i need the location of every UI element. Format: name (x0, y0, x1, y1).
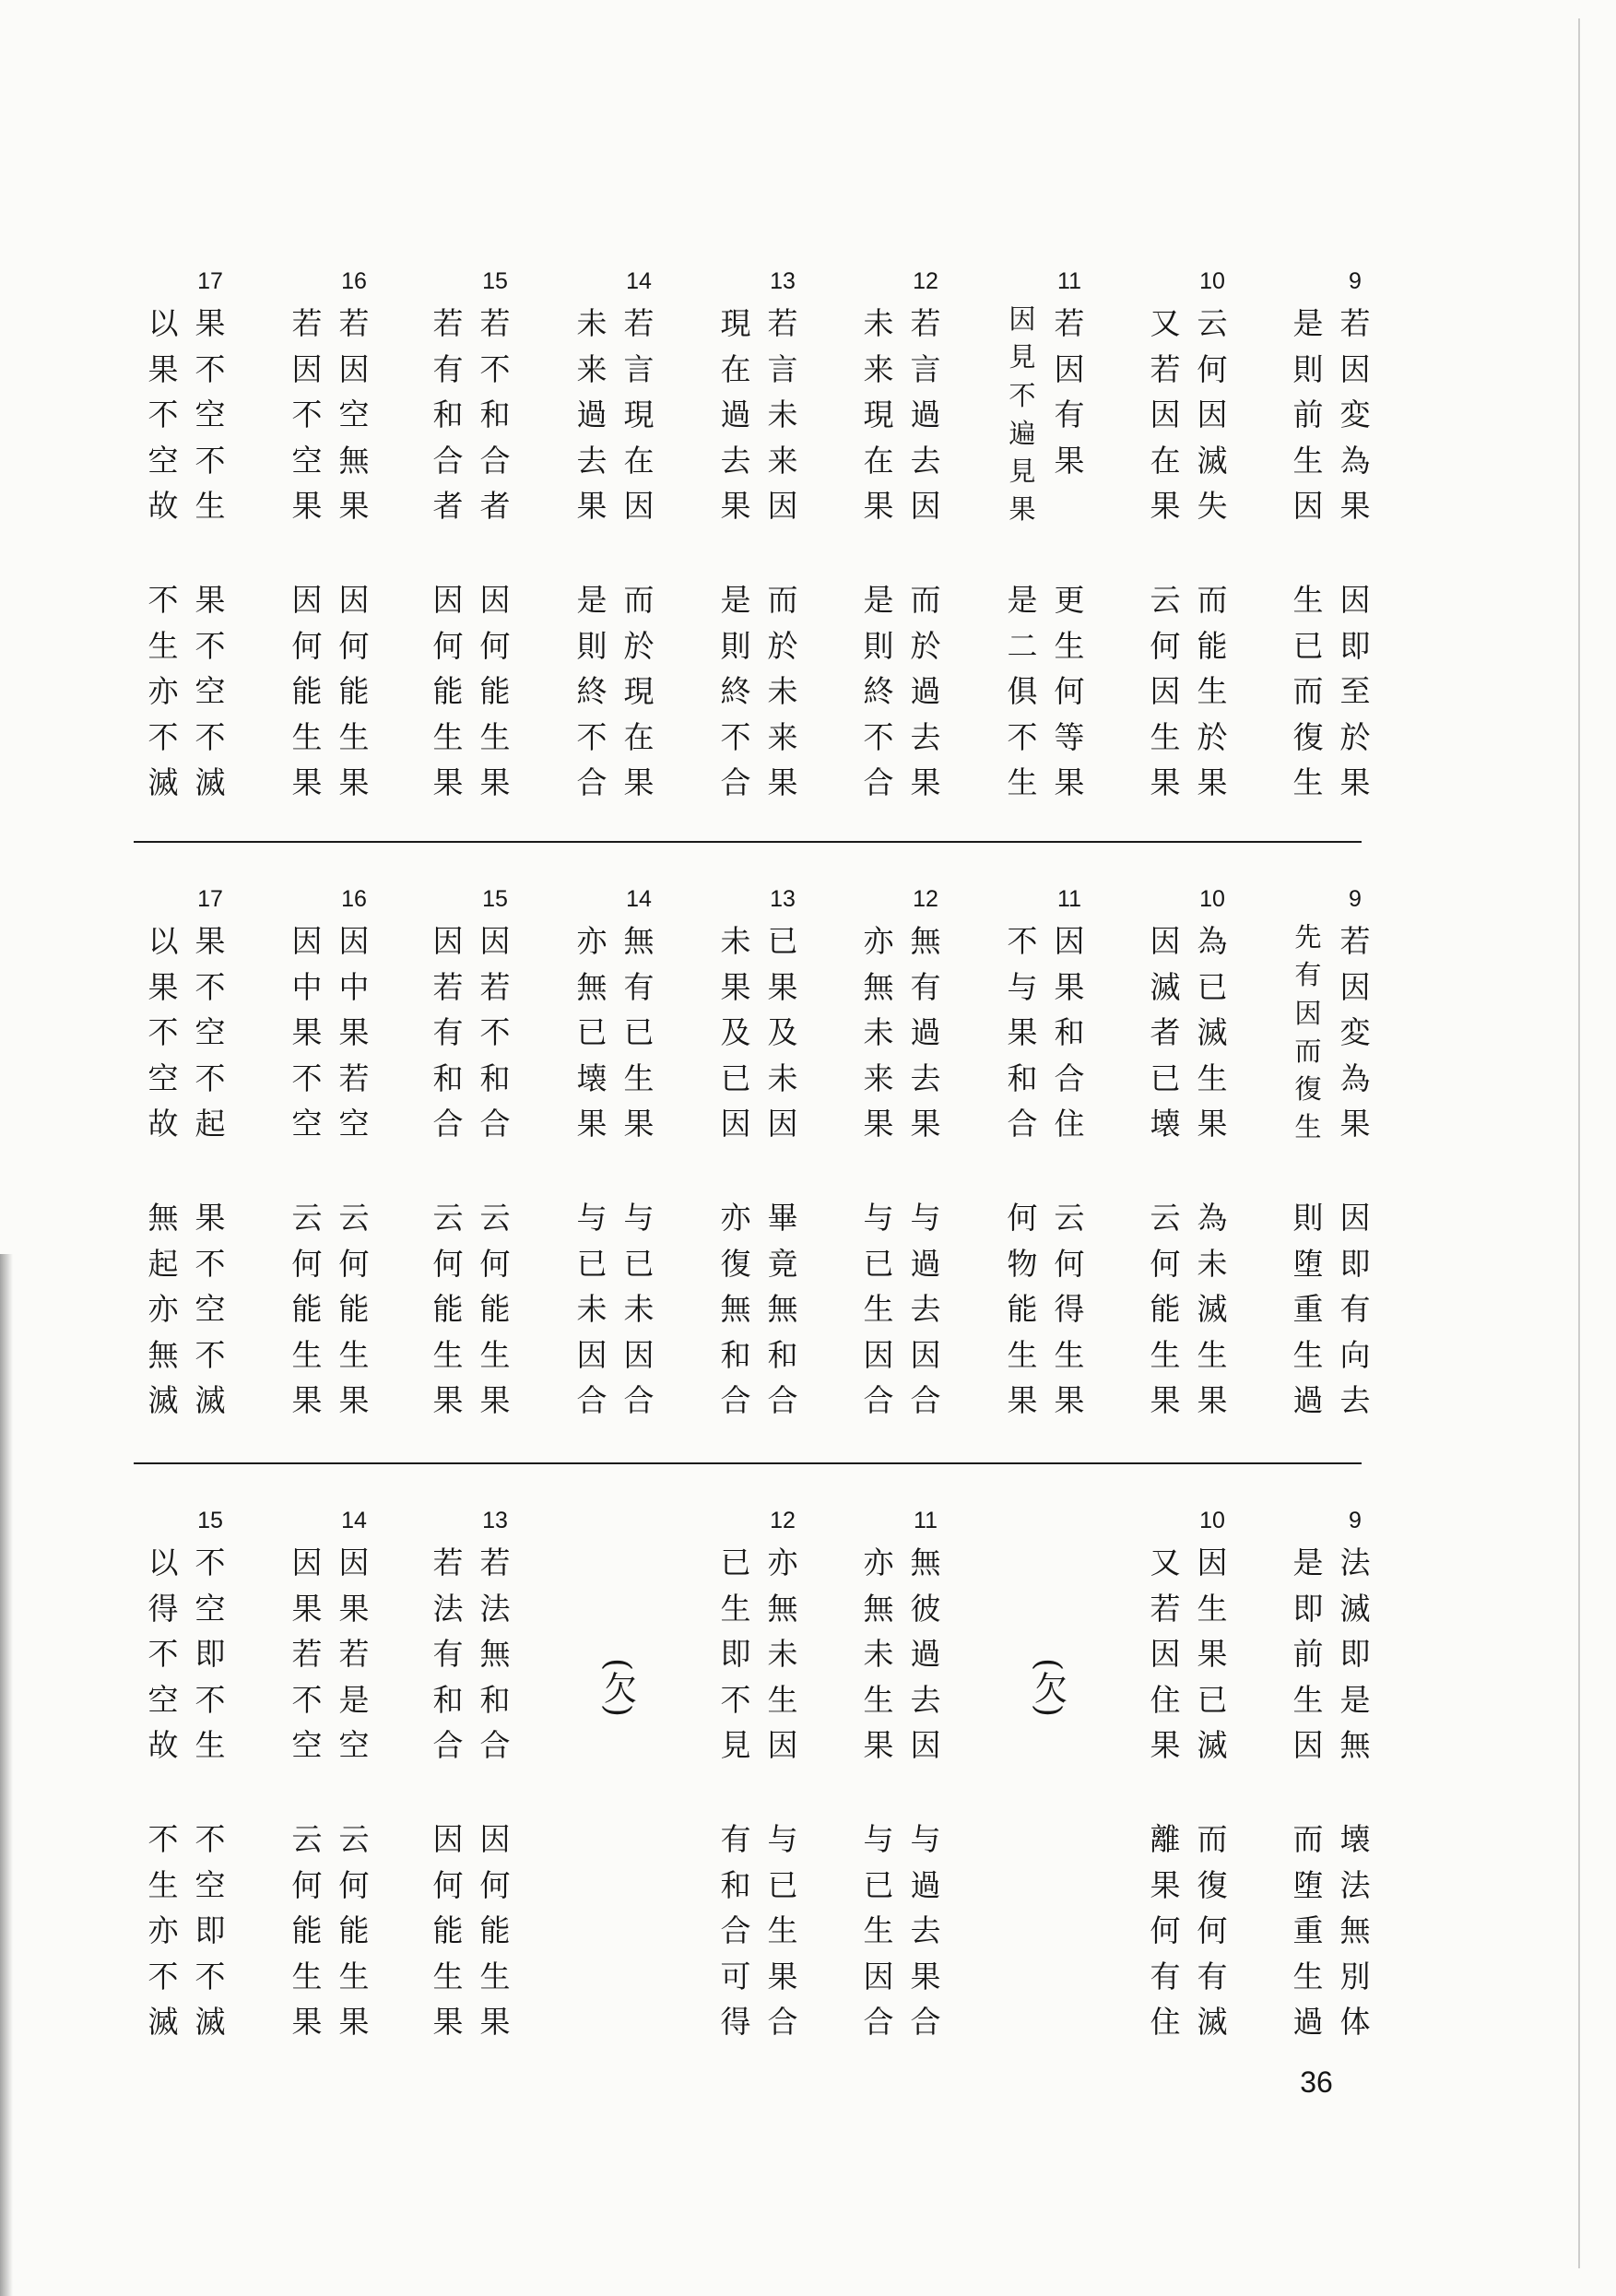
verse-line-lower: 而於未来果 (767, 582, 798, 800)
verse-line-lower: 不生亦不滅 (147, 582, 179, 800)
verse-line-lower: 不生亦不滅 (147, 1821, 179, 2040)
verse-number: 11 (1057, 268, 1081, 294)
verse-number: 15 (482, 268, 508, 294)
verse-line-upper: 因若不和合 (479, 923, 511, 1142)
verse-number: 14 (626, 268, 652, 294)
verse-line-upper: 為已滅生果 (1197, 923, 1228, 1142)
verse-line-upper: 因中果不空 (291, 923, 323, 1142)
verse-line-upper: 是則前生因 (1292, 305, 1324, 524)
verse-line-lower: 是則終不合 (720, 582, 751, 800)
verse-line-upper: 先有因而復生 (1294, 921, 1322, 1143)
verse-line-upper: 以果不空故 (147, 305, 179, 524)
verse-line-upper: 亦無未来果 (863, 923, 894, 1142)
verse-line-lower: 而於現在果 (623, 582, 655, 800)
verse-number: 12 (913, 886, 938, 912)
verse-number: 13 (482, 1508, 508, 1533)
verse-line-upper: 若言過去因 (910, 305, 941, 524)
section-divider (134, 1462, 1362, 1464)
verse-line-lower: 為未滅生果 (1197, 1200, 1228, 1418)
verse-line-upper: 亦無未生因 (767, 1544, 798, 1763)
verse-line-upper: 若因不空果 (291, 305, 323, 524)
verse-line-upper: 因果若是空 (338, 1544, 370, 1763)
verse-line-lower: 云何能生果 (338, 1821, 370, 2040)
verse-line-upper: 無彼過去因 (910, 1544, 941, 1763)
verse-line-lower: 無起亦無滅 (147, 1200, 179, 1418)
verse-line-lower: 云何能生果 (479, 1200, 511, 1418)
verse-line-lower: 因何能生果 (479, 1821, 511, 2040)
verse-line-upper: 以果不空故 (147, 923, 179, 1142)
verse-line-upper: 因見不遍見果 (1009, 303, 1036, 526)
verse-line-upper: 若言現在因 (623, 305, 655, 524)
verse-line-lower: 因即有向去 (1339, 1200, 1371, 1418)
scan-edge-shadow (0, 1254, 13, 2296)
verse-line-lower: 与已未因合 (576, 1200, 607, 1418)
verse-line-upper: 未来現在果 (863, 305, 894, 524)
verse-line-upper: 若法有和合 (432, 1544, 464, 1763)
verse-line-upper: 已果及未因 (767, 923, 798, 1142)
verse-number: 12 (913, 268, 938, 294)
verse-line-upper: 是即前生因 (1292, 1544, 1324, 1763)
verse-line-lower: 与過去因合 (910, 1200, 941, 1418)
verse-line-upper: 果不空不起 (195, 923, 226, 1142)
verse-number: 10 (1199, 886, 1225, 912)
scan-edge-line (1578, 18, 1580, 2268)
verse-line-lower: 果不空不滅 (195, 1200, 226, 1418)
verse-line-lower: 因何能生果 (432, 582, 464, 800)
verse-line-lower: 則堕重生過 (1292, 1200, 1324, 1418)
verse-line-upper: 云何因滅失 (1197, 305, 1228, 524)
verse-line-upper: 現在過去果 (720, 305, 751, 524)
verse-line-lower: 与已生因合 (863, 1821, 894, 2040)
verse-line-lower: 而復何有滅 (1197, 1821, 1228, 2040)
verse-number: 9 (1349, 1508, 1362, 1533)
verse-number: 16 (341, 886, 367, 912)
verse-line-lower: 云何能生果 (291, 1200, 323, 1418)
verse-line-lower: 是二俱不生 (1007, 582, 1038, 800)
verse-line-lower: 与已生因合 (863, 1200, 894, 1418)
verse-section-2 (0, 887, 1616, 1459)
verse-line-upper: 亦無已壊果 (576, 923, 607, 1142)
verse-line-lower: 生已而復生 (1292, 582, 1324, 800)
verse-line-upper: 若有和合者 (432, 305, 464, 524)
verse-number: 15 (197, 1508, 223, 1533)
verse-line-lower: 因何能生果 (479, 582, 511, 800)
verse-line-upper: 不空即不生 (195, 1544, 226, 1763)
verse-line-lower: 畢竟無和合 (767, 1200, 798, 1418)
verse-line-upper: 無有已生果 (623, 923, 655, 1142)
verse-line-lower: 離果何有住 (1150, 1821, 1181, 2040)
verse-line-upper: 若言未来因 (767, 305, 798, 524)
verse-line-lower: 而堕重生過 (1292, 1821, 1324, 2040)
verse-line-lower: 与已生果合 (767, 1821, 798, 2040)
verse-number: 11 (914, 1508, 938, 1533)
verse-line-lower: 云何能生果 (291, 1821, 323, 2040)
verse-line-lower: 何物能生果 (1007, 1200, 1038, 1418)
verse-number: 9 (1349, 268, 1362, 294)
verse-line-upper: 未来過去果 (576, 305, 607, 524)
verse-number: 13 (770, 886, 796, 912)
verse-line-lower: 云何因生果 (1150, 582, 1181, 800)
verse-line-upper: 果不空不生 (195, 305, 226, 524)
verse-line-lower: 云何能生果 (338, 1200, 370, 1418)
verse-section-1 (0, 269, 1616, 841)
verse-line-lower: 与已未因合 (623, 1200, 655, 1418)
verse-number: 17 (197, 886, 223, 912)
verse-line-lower: 而能生於果 (1197, 582, 1228, 800)
verse-line-upper: 不与果和合 (1007, 923, 1038, 1142)
verse-line-lower: 云何能生果 (1150, 1200, 1181, 1418)
verse-number: 14 (341, 1508, 367, 1533)
verse-line-upper: 若不和合者 (479, 305, 511, 524)
verse-line-lower: 壊法無別体 (1339, 1821, 1371, 2040)
verse-line-lower: 因何能生果 (291, 582, 323, 800)
verse-line-upper: 亦無未生果 (863, 1544, 894, 1763)
verse-line-lower: 因何能生果 (338, 582, 370, 800)
verse-line-upper: 無有過去果 (910, 923, 941, 1142)
verse-line-upper: 又若因在果 (1150, 305, 1181, 524)
verse-line-lower: 是則終不合 (863, 582, 894, 800)
verse-number: 15 (482, 886, 508, 912)
verse-number: 16 (341, 268, 367, 294)
page-number: 36 (1300, 2065, 1333, 2099)
verse-line-lower: 因即至於果 (1339, 582, 1371, 800)
missing-verse-mark: (欠) (1029, 1657, 1068, 1718)
verse-number: 10 (1199, 268, 1225, 294)
verse-line-lower: 因何能生果 (432, 1821, 464, 2040)
verse-line-lower: 亦復無和合 (720, 1200, 751, 1418)
verse-line-upper: 因生果已滅 (1197, 1544, 1228, 1763)
verse-line-upper: 因若有和合 (432, 923, 464, 1142)
verse-line-lower: 是則終不合 (576, 582, 607, 800)
verse-line-lower: 更生何等果 (1054, 582, 1085, 800)
verse-line-lower: 不空即不滅 (195, 1821, 226, 2040)
verse-line-lower: 有和合可得 (720, 1821, 751, 2040)
verse-number: 9 (1349, 886, 1362, 912)
verse-number: 12 (770, 1508, 796, 1533)
verse-number: 10 (1199, 1508, 1225, 1533)
verse-line-upper: 因果若不空 (291, 1544, 323, 1763)
verse-line-upper: 已生即不見 (720, 1544, 751, 1763)
verse-number: 14 (626, 886, 652, 912)
verse-number: 17 (197, 268, 223, 294)
verse-line-upper: 若法無和合 (479, 1544, 511, 1763)
verse-line-upper: 若因変為果 (1339, 305, 1371, 524)
verse-line-upper: 因滅者已壊 (1150, 923, 1181, 1142)
verse-line-upper: 因中果若空 (338, 923, 370, 1142)
missing-verse-mark: (欠) (598, 1657, 637, 1718)
verse-line-upper: 因果和合住 (1054, 923, 1085, 1142)
verse-line-upper: 以得不空故 (147, 1544, 179, 1763)
verse-section-3 (0, 1509, 1616, 2080)
verse-line-upper: 若因変為果 (1339, 923, 1371, 1142)
verse-line-lower: 而於過去果 (910, 582, 941, 800)
verse-line-lower: 果不空不滅 (195, 582, 226, 800)
verse-line-upper: 法滅即是無 (1339, 1544, 1371, 1763)
verse-line-upper: 若因有果 (1054, 305, 1085, 479)
verse-line-lower: 云何能生果 (432, 1200, 464, 1418)
verse-line-upper: 未果及已因 (720, 923, 751, 1142)
verse-line-lower: 与過去果合 (910, 1821, 941, 2040)
section-divider (134, 841, 1362, 843)
verse-number: 13 (770, 268, 796, 294)
verse-number: 11 (1057, 886, 1081, 912)
verse-line-upper: 若因空無果 (338, 305, 370, 524)
verse-line-upper: 又若因住果 (1150, 1544, 1181, 1763)
verse-line-lower: 云何得生果 (1054, 1200, 1085, 1418)
